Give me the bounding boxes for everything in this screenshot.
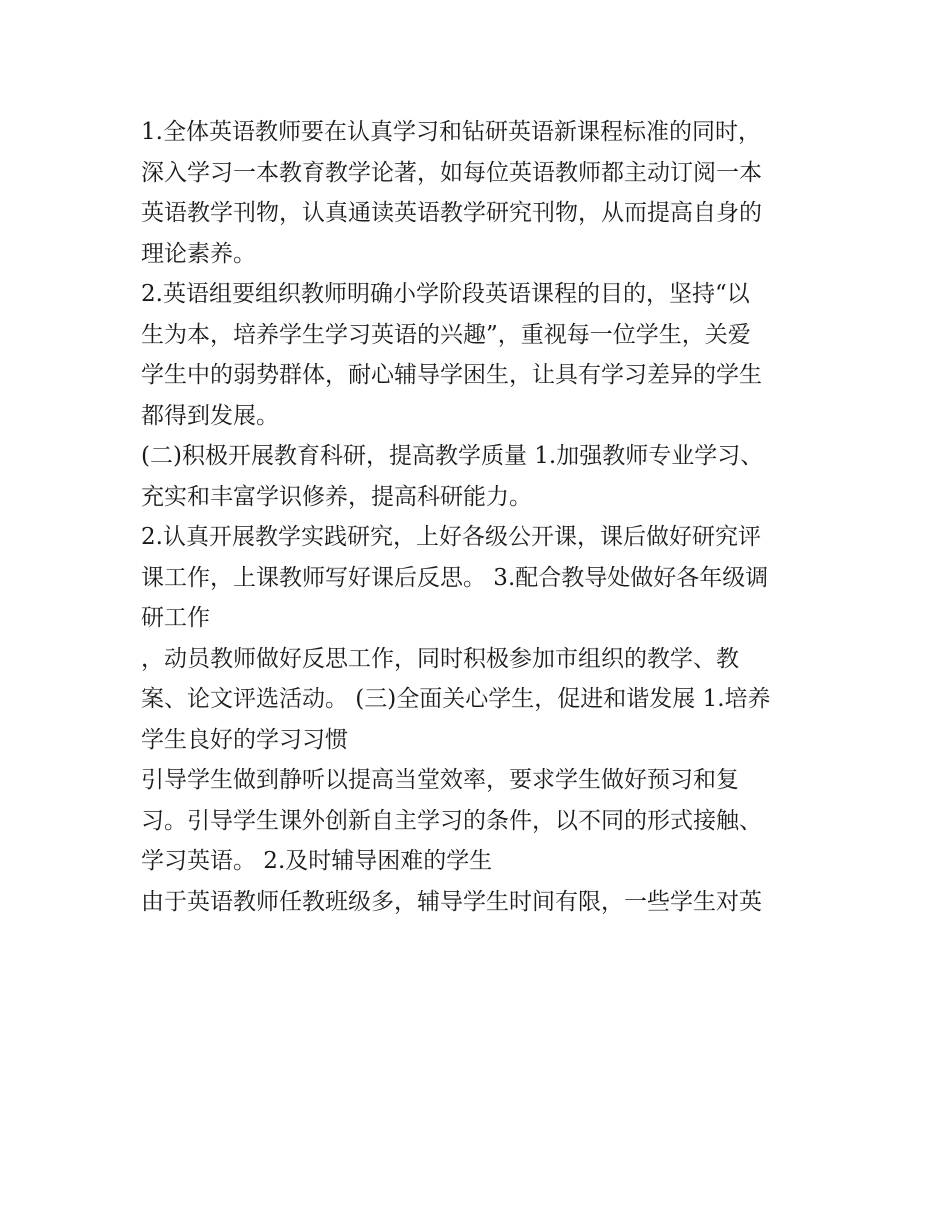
text-line: 学生中的弱势群体，耐心辅导学困生，让具有学习差异的学生	[141, 362, 762, 388]
text-line: 课工作，上课教师写好课后反思。 3.配合教导处做好各年级调	[141, 564, 769, 591]
text-line: 生为本，培养学生学习英语的兴趣”，重视每一位学生，关爱	[141, 321, 751, 348]
text-line: 案、论文评选活动。 (三)全面关心学生，促进和谐发展 1.培养	[141, 686, 771, 712]
text-line: 学习英语。 2.及时辅导困难的学生	[141, 848, 493, 874]
text-line: 引导学生做到静听以提高当堂效率，要求学生做好预习和复	[141, 767, 739, 793]
text-line: 研工作	[141, 605, 210, 631]
text-line: 1.全体英语教师要在认真学习和钻研英语新课程标准的同时，	[141, 119, 761, 145]
text-line: 充实和丰富学识修养，提高科研能力。	[141, 483, 532, 510]
text-line: 2.英语组要组织教师明确小学阶段英语课程的目的，坚持“以	[141, 281, 750, 307]
text-line: 都得到发展。	[141, 402, 279, 429]
document-body	[141, 112, 821, 922]
text-line: 英语教学刊物，认真通读英语教学研究刊物，从而提高自身的	[141, 200, 762, 226]
text-line: ，动员教师做好反思工作，同时积极参加市组织的教学、教	[141, 645, 739, 672]
text-line: (二)积极开展教育科研，提高教学质量 1.加强教师专业学习、	[141, 443, 764, 469]
text-line: 深入学习一本教育教学论著，如每位英语教师都主动订阅一本	[141, 159, 762, 186]
text-line: 2.认真开展教学实践研究，上好各级公开课，课后做好研究评	[141, 524, 761, 550]
text-line: 由于英语教师任教班级多，辅导学生时间有限，一些学生对英	[141, 888, 762, 915]
text-line: 理论素养。	[141, 240, 256, 267]
text-line: 习。引导学生课外创新自主学习的条件，以不同的形式接触、	[141, 807, 762, 834]
text-line: 学生良好的学习习惯	[141, 726, 348, 753]
